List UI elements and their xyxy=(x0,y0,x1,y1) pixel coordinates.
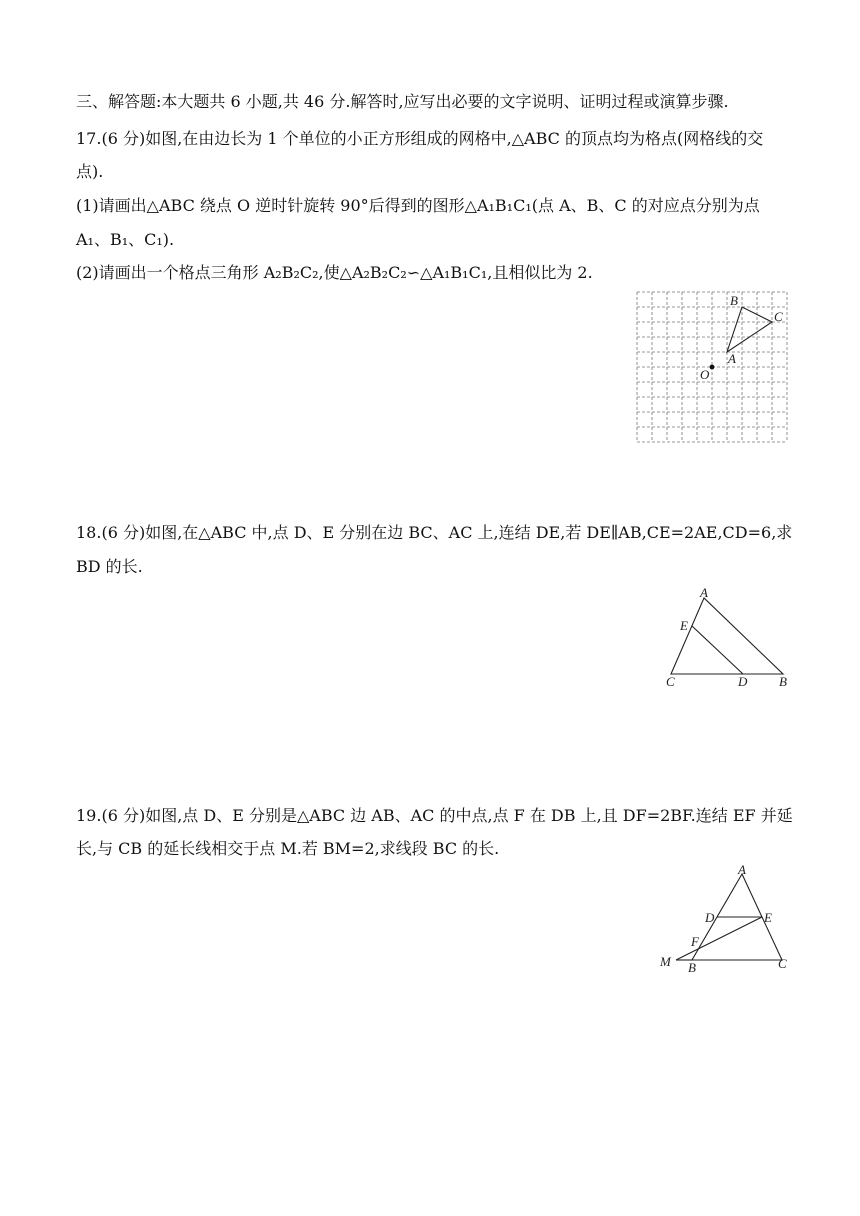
q19-triangle-figure xyxy=(654,862,794,976)
label-d: D xyxy=(738,674,748,689)
label-e: E xyxy=(764,910,772,925)
label-c: C xyxy=(666,674,675,689)
label-e: E xyxy=(680,618,688,633)
q19-line1: 19.(6 分)如图,点 D、E 分别是△ABC 边 AB、AC 的中点,点 F 在 DB 上,且 DF=2BF.连结 EF 并延 xyxy=(76,806,793,825)
q19-line2: 长,与 CB 的延长线相交于点 M.若 BM=2,求线段 BC 的长. xyxy=(76,839,500,858)
label-m: M xyxy=(660,954,671,969)
label-d: D xyxy=(705,910,715,925)
q17-line3: (1)请画出△ABC 绕点 O 逆时针旋转 90°后得到的图形△A₁B₁C₁(点 A、B、C 的对应点分别为点 xyxy=(76,196,760,215)
label-f: F xyxy=(691,934,699,949)
label-a: A xyxy=(700,586,708,600)
q18-line1: 18.(6 分)如图,在△ABC 中,点 D、E 分别在边 BC、AC 上,连结 DE,若 DE∥AB,CE=2AE,CD=6,求 xyxy=(76,523,793,542)
segment-de xyxy=(692,626,743,674)
label-o: O xyxy=(700,367,710,382)
section-heading: 三、解答题:本大题共 6 小题,共 46 分.解答时,应写出必要的文字说明、证明过程或演算步骤. xyxy=(76,92,729,111)
point-o xyxy=(710,365,715,370)
triangle-abc xyxy=(727,307,772,352)
q17-line4: A₁、B₁、C₁). xyxy=(76,230,175,249)
label-b: B xyxy=(779,674,787,689)
label-a: A xyxy=(738,862,746,877)
triangle-abc xyxy=(671,598,783,674)
q17-line5: (2)请画出一个格点三角形 A₂B₂C₂,使△A₂B₂C₂∽△A₁B₁C₁,且相似比为 2. xyxy=(76,263,593,282)
q18-line2: BD 的长. xyxy=(76,557,143,576)
label-c: C xyxy=(778,956,787,971)
q17-grid-figure xyxy=(636,291,790,443)
q17-line2: 点). xyxy=(76,162,104,181)
label-b: B xyxy=(688,960,696,975)
q18-triangle-figure xyxy=(660,586,800,690)
label-c: C xyxy=(774,309,783,324)
q17-line1: 17.(6 分)如图,在由边长为 1 个单位的小正方形组成的网格中,△ABC 的顶点均为格点(网格线的交 xyxy=(76,129,764,148)
label-a: A xyxy=(728,351,736,366)
segment-em xyxy=(676,917,762,960)
label-b: B xyxy=(730,293,738,308)
